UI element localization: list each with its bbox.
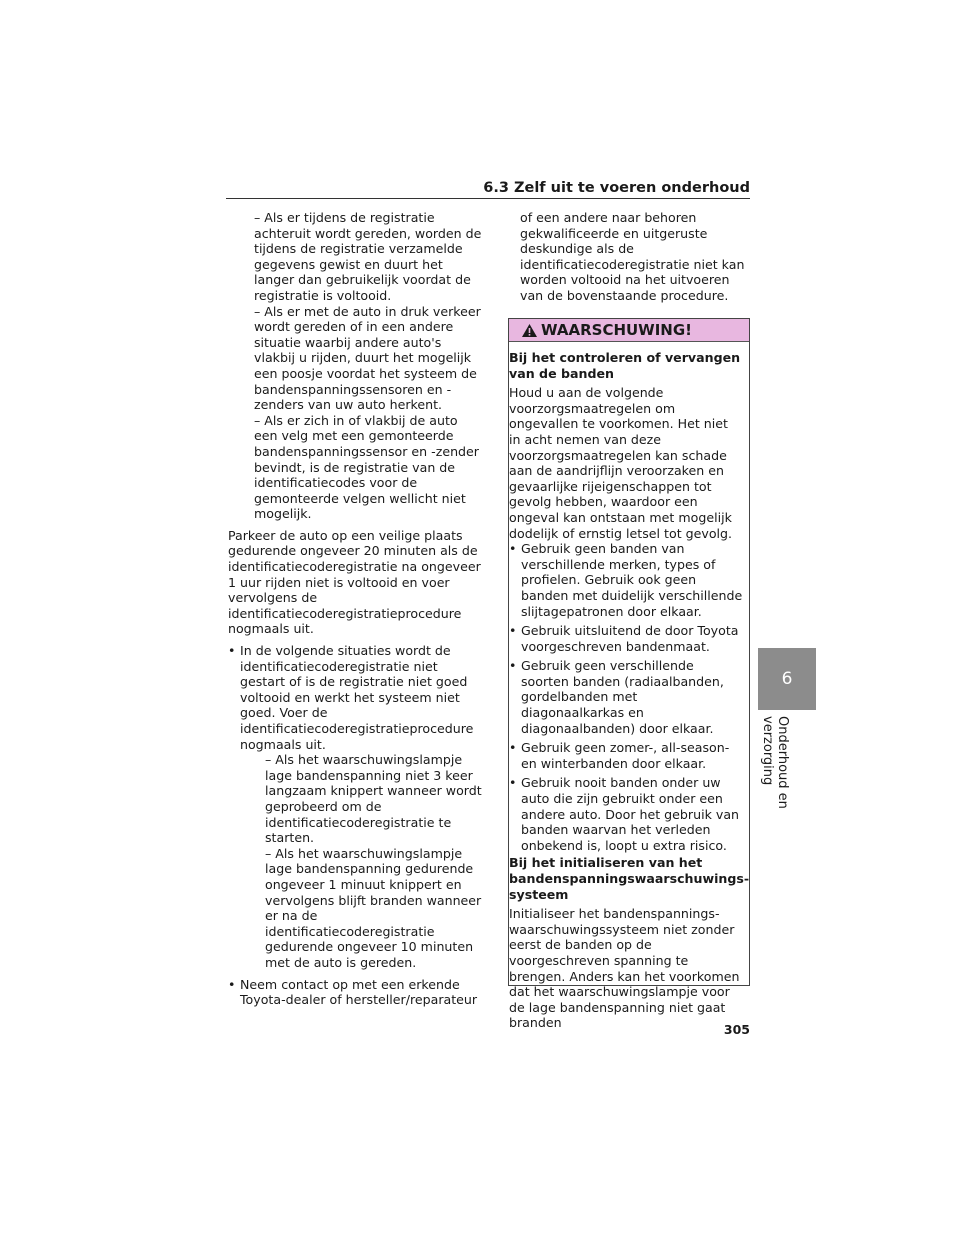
bullet-text: Neem contact op met een erkende Toyota-dealer of hersteller/reparateur — [240, 976, 478, 1008]
left-column — [228, 210, 482, 1008]
warning-item-text: Gebruik geen zomer-, all-season- en winterbanden door elkaar. — [521, 740, 730, 771]
warning-title-init: Bij het initialiseren van het bandenspanningswaarschuwings- systeem — [509, 855, 750, 902]
warning-title-tires: Bij het controleren of vervangen van de banden — [509, 350, 741, 381]
bullet-mark: • — [509, 740, 517, 756]
warning-item — [509, 623, 743, 654]
warning-item-text: Gebruik geen banden van verschillende merken, types of profielen. Gebruik ook geen banden met duidelijk verschillende slijtagepatronen door elkaar. — [521, 541, 743, 619]
warning-header — [509, 319, 749, 342]
bullet-mark: • — [509, 775, 517, 791]
bullet-mark: • — [509, 541, 517, 557]
continued-text: of een andere naar behoren gekwalificeerde en uitgeruste deskundige als de identificatiecoderegistratie niet kan worden voltooid na het uitvoeren van de bovenstaande procedure. — [520, 210, 745, 303]
warning-item — [509, 775, 743, 853]
warning-intro: Houd u aan de volgende voorzorgsmaatregelen om ongevallen te voorkomen. Het niet in acht nemen van deze voorzorgsmaatregelen kan schade aan de aandrijflijn veroorzaken en gevaarlijke rijeigenschappen tot gevolg hebben, waardoor een ongeval kan ontstaan met mogelijk dodelijk of ernstig letsel tot gevolg. — [509, 385, 733, 541]
bullet-item-contact — [228, 977, 482, 1008]
warning-item-text: Gebruik nooit banden onder uw auto die zijn gebruikt onder een andere auto. Door het gebruik van banden waarvan het verleden onbekend is, loopt u extra risico. — [521, 775, 740, 853]
warning-item — [509, 541, 743, 619]
dash-item-nearby-wheel: – Als er zich in of vlakbij de auto een velg met een gemonteerde bandenspanningssensor en -zender bevindt, is de registratie van de identificatiecodes voor de gemonteerde velgen wellicht niet mogelijk. — [254, 412, 479, 522]
bullet-mark: • — [509, 658, 517, 674]
bullet-mark: • — [509, 623, 517, 639]
paragraph-park: Parkeer de auto op een veilige plaats gedurende ongeveer 20 minuten als de identificatiecoderegistratie na ongeveer 1 uur rijden niet is voltooid en voer vervolgens de identificatiecoderegistratieprocedure nogmaals uit. — [228, 527, 481, 637]
warning-item — [509, 658, 743, 736]
dash-item-traffic: – Als er met de auto in druk verkeer wordt gereden of in een andere situatie waarbij andere auto's vlakbij u rijden, duurt het mogelijk een poosje voordat het systeem de bandenspanningssensoren en -zenders van uw auto herkent. — [254, 303, 481, 413]
bullet-mark: • — [228, 976, 236, 992]
sub-item-stays-lit: – Als het waarschuwingslampje lage bandenspanning gedurende ongeveer 1 minuut knippert en vervolgens blijft branden wanneer er na de identificatiecoderegistratie gedurende ongeveer 10 minuten met de auto is gereden. — [265, 845, 482, 970]
chapter-label: Onderhoud en verzorging — [760, 716, 790, 809]
section-header: 6.3 Zelf uit te voeren onderhoud — [483, 180, 750, 196]
warning-item-text: Gebruik uitsluitend de door Toyota voorgeschreven bandenmaat. — [521, 623, 739, 654]
chapter-tab: 6 — [758, 648, 816, 710]
warning-item — [509, 740, 743, 771]
bullet-item-situations — [228, 643, 482, 752]
warning-label: WAARSCHUWING! — [541, 321, 693, 339]
dash-item-reverse: – Als er tijdens de registratie achteruit wordt gereden, worden de tijdens de registratie verzamelde gegevens gewist en duurt het langer dan gebruikelijk voordat de registratie is voltooid. — [254, 210, 482, 303]
warning-item-text: Gebruik geen verschillende soorten banden (radiaalbanden, gordelbanden met diagonaalkarkas en diagonaalbanden) door elkaar. — [521, 658, 724, 736]
bullet-text: In de volgende situaties wordt de identificatiecoderegistratie niet gestart of is de registratie niet goed voltooid en werkt het systeem niet goed. Voer de identificatiecoderegistratieprocedure nogmaals uit. — [240, 643, 474, 752]
right-column — [508, 210, 750, 304]
warning-body — [509, 342, 749, 1031]
header-divider — [226, 198, 750, 199]
sub-item-no-blink: – Als het waarschuwingslampje lage bandenspanning niet 3 keer langzaam knippert wanneer wordt geprobeerd om de identificatiecoderegistratie te starten. — [265, 752, 482, 846]
warning-init-text: Initialiseer het bandenspannings- waarschuwingssysteem niet zonder eerst de banden op de voorgeschreven spanning te brengen. Anders kan het voorkomen dat het waarschuwingslampje voor de lage bandenspanning niet gaat branden — [509, 906, 740, 1031]
page-number: 305 — [723, 1022, 750, 1037]
bullet-mark: • — [228, 643, 236, 659]
warning-triangle-icon — [521, 323, 538, 338]
